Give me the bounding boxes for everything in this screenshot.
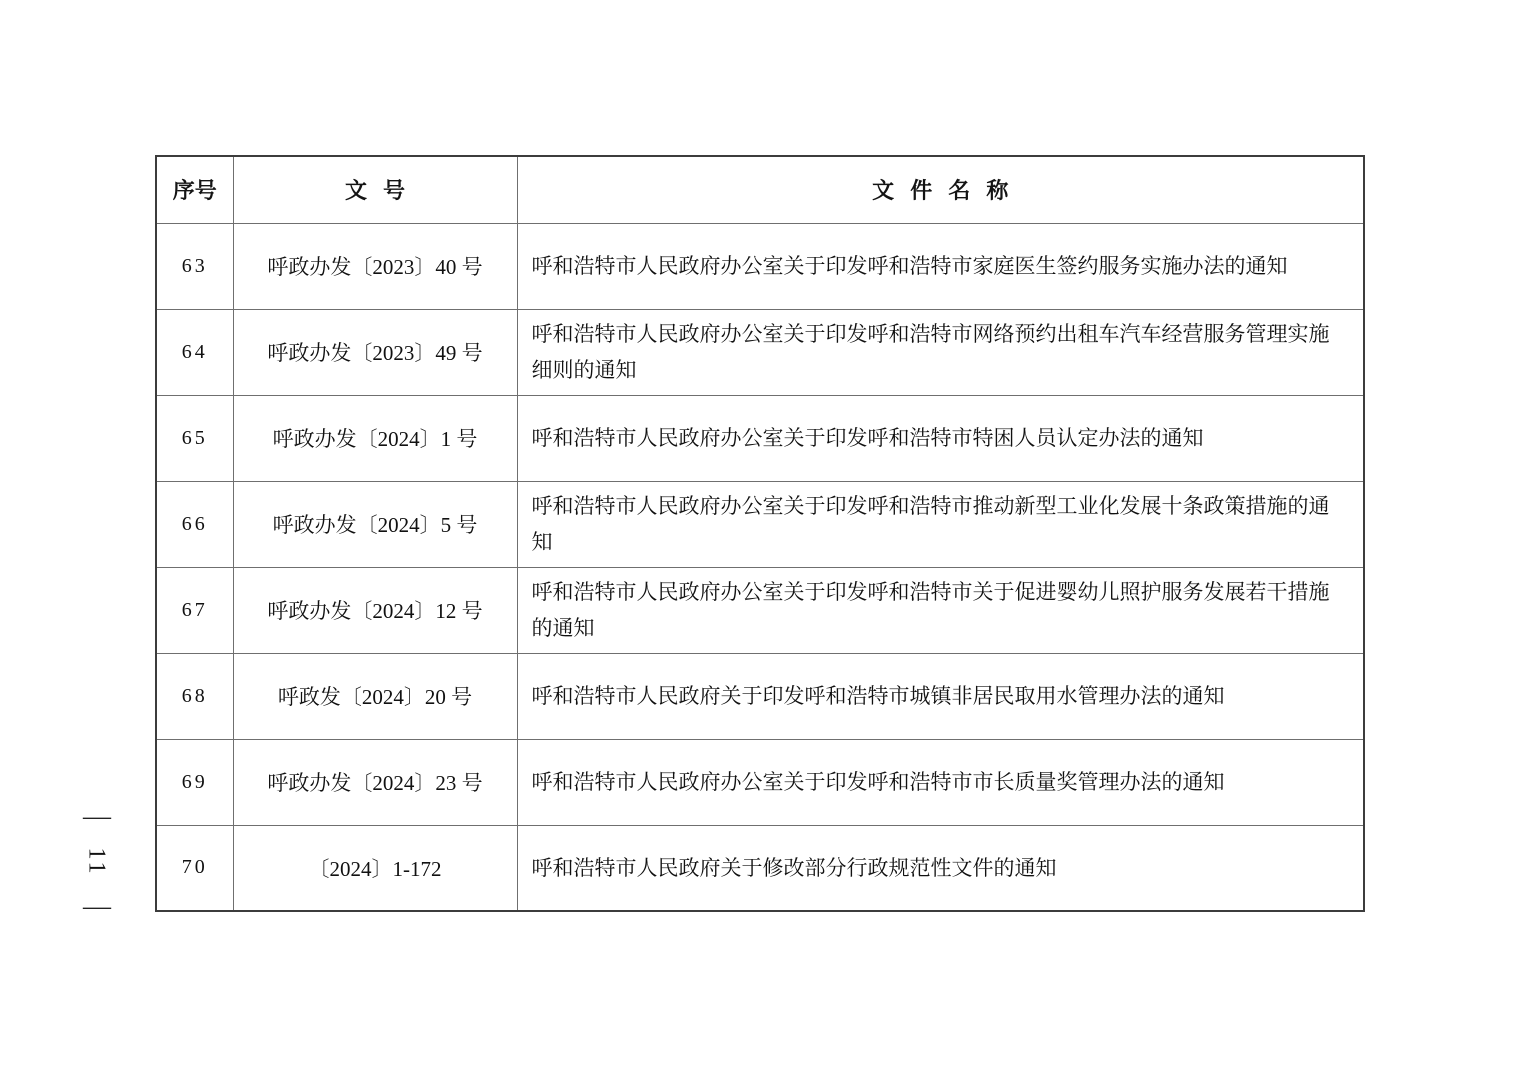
serial-number-cell: 63 (156, 223, 233, 309)
doc-title-cell: 呼和浩特市人民政府办公室关于印发呼和浩特市家庭医生签约服务实施办法的通知 (517, 223, 1364, 309)
table-row (156, 567, 1364, 653)
page-number-bottom-dash: — (83, 891, 111, 922)
doc-number-cell: 呼政办发〔2023〕49 号 (233, 309, 517, 395)
table-header (156, 156, 1364, 223)
column-header-doc-no: 文 号 (233, 156, 517, 223)
doc-title-cell: 呼和浩特市人民政府办公室关于印发呼和浩特市关于促进婴幼儿照护服务发展若干措施的通知 (517, 567, 1364, 653)
page-number-top-dash: — (83, 801, 111, 832)
doc-number-cell: 〔2024〕1-172 (233, 825, 517, 911)
doc-title-cell: 呼和浩特市人民政府关于印发呼和浩特市城镇非居民取用水管理办法的通知 (517, 653, 1364, 739)
doc-number-cell: 呼政办发〔2024〕23 号 (233, 739, 517, 825)
table-row (156, 481, 1364, 567)
table-row (156, 653, 1364, 739)
table-row (156, 739, 1364, 825)
serial-number-cell: 70 (156, 825, 233, 911)
doc-title-cell: 呼和浩特市人民政府办公室关于印发呼和浩特市推动新型工业化发展十条政策措施的通知 (517, 481, 1364, 567)
doc-number-cell: 呼政办发〔2024〕12 号 (233, 567, 517, 653)
serial-number-cell: 69 (156, 739, 233, 825)
serial-number-cell: 66 (156, 481, 233, 567)
doc-number-cell: 呼政办发〔2024〕1 号 (233, 395, 517, 481)
table-row (156, 395, 1364, 481)
document-index-table (155, 155, 1365, 912)
column-header-doc-name: 文 件 名 称 (517, 156, 1364, 223)
serial-number-cell: 67 (156, 567, 233, 653)
table-body (156, 223, 1364, 911)
doc-title-cell: 呼和浩特市人民政府关于修改部分行政规范性文件的通知 (517, 825, 1364, 911)
serial-number-cell: 64 (156, 309, 233, 395)
doc-title-cell: 呼和浩特市人民政府办公室关于印发呼和浩特市网络预约出租车汽车经营服务管理实施细则的通知 (517, 309, 1364, 395)
serial-number-cell: 65 (156, 395, 233, 481)
table-row (156, 309, 1364, 395)
column-header-serial: 序号 (156, 156, 233, 223)
doc-number-cell: 呼政发〔2024〕20 号 (233, 653, 517, 739)
doc-title-cell: 呼和浩特市人民政府办公室关于印发呼和浩特市市长质量奖管理办法的通知 (517, 739, 1364, 825)
serial-number-cell: 68 (156, 653, 233, 739)
doc-number-cell: 呼政办发〔2023〕40 号 (233, 223, 517, 309)
table-row (156, 223, 1364, 309)
doc-number-cell: 呼政办发〔2024〕5 号 (233, 481, 517, 567)
page-number-value: 11 (83, 847, 110, 877)
doc-title-cell: 呼和浩特市人民政府办公室关于印发呼和浩特市特困人员认定办法的通知 (517, 395, 1364, 481)
table-header-row (156, 156, 1364, 223)
table-row (156, 825, 1364, 911)
page-number (72, 801, 122, 922)
